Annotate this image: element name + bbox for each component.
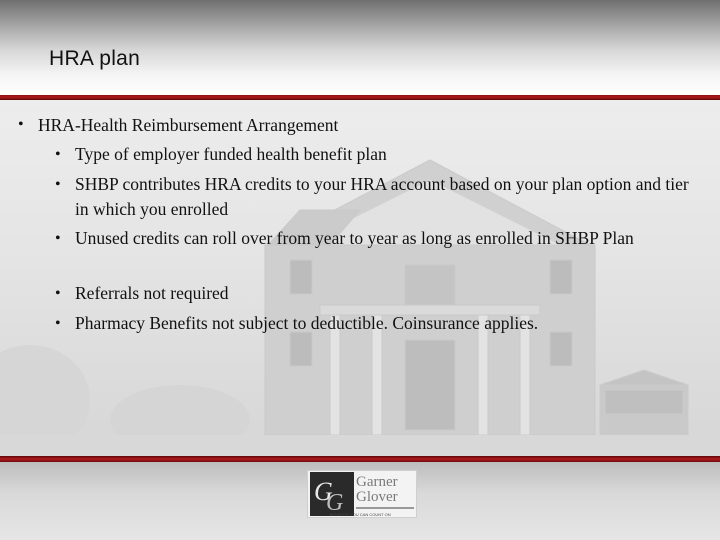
svg-text:G: G [326,490,344,516]
monogram-icon [310,472,354,516]
list-item [55,141,690,168]
list-item [55,226,690,251]
header-band [0,0,720,95]
svg-text:G: G [314,477,333,506]
logo-monogram [310,472,354,516]
company-logo [307,470,417,518]
list-item [55,172,690,222]
bullet-text: Unused credits can roll over from year to year as long as enrolled in SHBP Plan [75,228,634,248]
logo-tagline: BENEFITS YOU CAN COUNT ON [329,512,391,517]
bullet-dot: • [55,146,61,163]
bullet-text: SHBP contributes HRA credits to your HRA account based on your plan option and tier in which you enrolled [75,174,689,219]
slide-title: HRA plan [49,47,141,70]
bullet-dot: • [55,230,61,247]
bullet-text: Type of employer funded health benefit plan [75,144,387,164]
list-item [55,280,690,307]
bullet-dot: • [55,176,61,193]
bullet-dot: • [55,285,61,302]
bullet-text: HRA-Health Reimbursement Arrangement [38,115,339,135]
logo-word-2: Glover [356,489,398,505]
bullet-text: Referrals not required [75,283,229,303]
logo-word-1: Garner [356,474,398,490]
bullet-text: Pharmacy Benefits not subject to deductible. Coinsurance applies. [75,313,539,333]
list-item [55,310,690,337]
content-area [0,100,720,456]
bullet-dot: • [18,116,24,133]
logo-stripe [356,507,414,509]
bullet-dot: • [55,315,61,332]
list-item [18,113,339,137]
